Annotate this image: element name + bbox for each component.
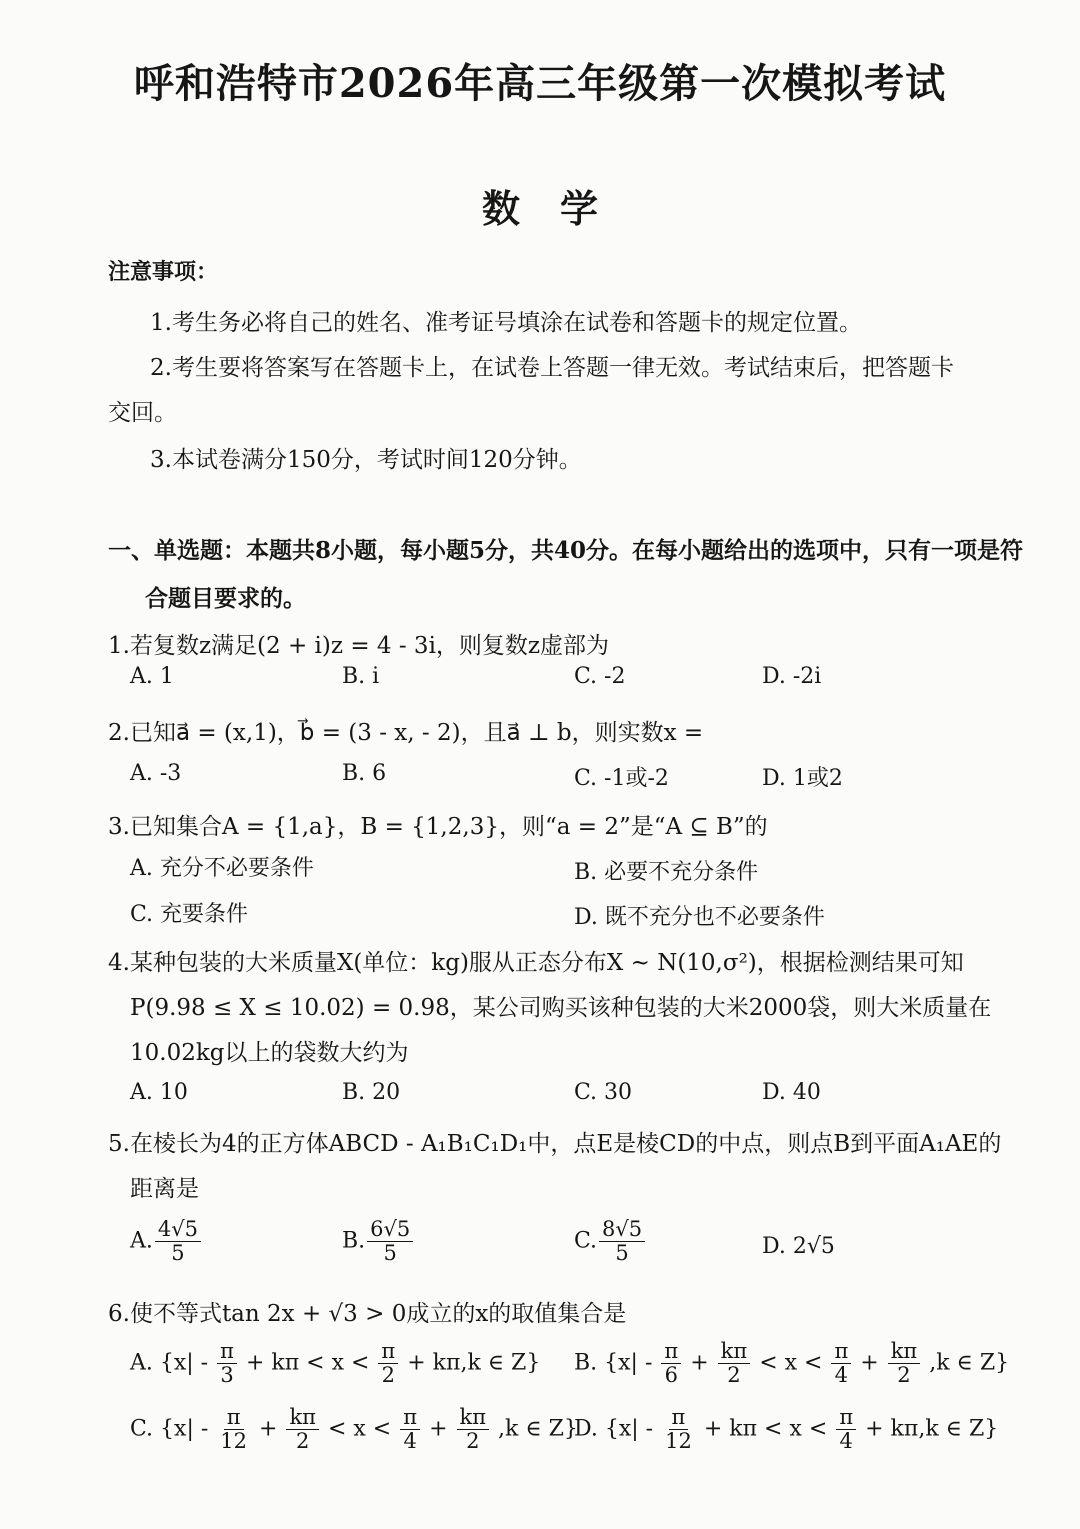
q1-option-d: D. -2i [762,664,822,689]
q4-option-b: B. 20 [342,1080,401,1105]
q6-a-frac-2 [378,1340,398,1387]
q5-option-b-fraction [367,1218,413,1265]
notice-line-1: 1.考生务必将自己的姓名、准考证号填涂在试卷和答题卡的规定位置。 [150,310,862,336]
q6-c-f3-den: 4 [403,1429,417,1454]
question-4-stem-1: 4.某种包装的大米质量X(单位：kg)服从正态分布X ~ N(10,σ²)，根据检测结果可知 [108,950,964,976]
q6-d-f1-num: π [669,1406,689,1430]
q6-c-frac-2 [286,1406,319,1453]
q6-a-f2-num: π [378,1340,398,1364]
q6-b-f3-den: 4 [834,1363,849,1388]
q6-b-frac-3 [831,1340,851,1387]
q6-a-frac-1 [217,1340,237,1387]
q6-b-plus-2: + [860,1350,879,1376]
q6-c-frac-4 [457,1406,490,1453]
notice-line-2: 2.考生要将答案写在答题卡上，在试卷上答题一律无效。考试结束后，把答题卡 [150,355,954,381]
q6-b-mid: < x < [759,1350,823,1376]
notice-line-2-cont: 交回。 [108,400,177,426]
q5-c-denominator: 5 [615,1241,629,1266]
q3-option-a: A. 充分不必要条件 [130,856,314,881]
q6-d-f2-den: 4 [839,1429,853,1454]
q6-a-post: + kπ,k ∈ Z} [407,1350,541,1376]
question-4-stem-2: P(9.98 ≤ X ≤ 10.02) = 0.98，某公司购买该种包装的大米2000袋，则大米质量在 [130,995,992,1021]
q6-c-f2-num: kπ [286,1406,319,1430]
q6-c-frac-3 [400,1406,420,1453]
q1-option-b: B. i [342,664,380,689]
q6-b-f1-den: 6 [664,1363,678,1388]
q6-c-pre: C. {x| - [130,1416,209,1442]
q6-c-f4-num: kπ [457,1406,490,1430]
section-heading: 一、单选题：本题共8小题，每小题5分，共40分。在每小题给出的选项中，只有一项是符 [108,537,1024,564]
q6-d-pre: D. {x| - [574,1416,654,1442]
q6-option-d [574,1406,998,1453]
q5-b-denominator: 5 [383,1241,397,1266]
q3-option-d: D. 既不充分也不必要条件 [574,905,825,930]
q6-c-f1-den: 12 [220,1429,248,1454]
question-2-stem: 2.已知a⃗ = (x,1)，b⃗ = (3 - x, - 2)，且a⃗ ⊥ b，则实数x = [108,720,704,746]
q5-option-b-label: B. [342,1228,366,1254]
q6-d-post: + kπ,k ∈ Z} [865,1416,999,1442]
q6-a-mid: + kπ < x < [245,1350,370,1376]
q5-b-numerator: 6√5 [367,1218,413,1242]
q6-b-f1-num: π [661,1340,681,1364]
question-3-stem: 3.已知集合A = {1,a}，B = {1,2,3}，则“a = 2”是“A ⊆ B”的 [108,814,768,840]
q6-c-f1-num: π [224,1406,244,1430]
q2-option-b: B. 6 [342,761,387,786]
question-5-stem-1: 5.在棱长为4的正方体ABCD - A₁B₁C₁D₁中，点E是棱CD的中点，则点B到平面A₁AE的 [108,1131,1002,1157]
q6-b-frac-2 [718,1340,751,1387]
q6-c-f4-den: 2 [466,1429,480,1454]
q2-option-d: D. 1或2 [762,766,843,791]
q5-option-d: D. 2√5 [762,1234,835,1259]
q4-option-d: D. 40 [762,1080,821,1105]
q1-option-a: A. 1 [130,664,174,689]
exam-title: 呼和浩特市2026年高三年级第一次模拟考试 [133,60,947,107]
q6-option-a [130,1340,540,1387]
q6-b-post: ,k ∈ Z} [929,1350,1010,1376]
q5-option-c [574,1218,647,1265]
q6-c-plus-1: + [259,1416,278,1442]
q5-a-denominator: 5 [171,1241,185,1266]
q2-option-a: A. -3 [130,761,182,786]
q5-c-numerator: 8√5 [599,1218,645,1242]
q6-option-b [574,1340,1009,1387]
question-1-stem: 1.若复数z满足(2 + i)z = 4 - 3i，则复数z虚部为 [108,633,610,659]
q6-c-f3-num: π [400,1406,420,1430]
q5-option-b [342,1218,415,1265]
q6-d-f1-den: 12 [665,1429,692,1454]
q6-b-frac-1 [661,1340,681,1387]
q6-d-mid: + kπ < x < [703,1416,828,1442]
q6-b-f4-den: 2 [897,1363,911,1388]
q2-option-c: C. -1或-2 [574,766,669,791]
q6-option-c [130,1406,578,1453]
q6-b-pre: B. {x| - [574,1350,653,1376]
q6-c-plus-2: + [429,1416,448,1442]
q6-a-f1-num: π [217,1340,237,1364]
q6-d-frac-1 [662,1406,695,1453]
q6-c-f2-den: 2 [296,1429,310,1454]
q6-d-f2-num: π [836,1406,856,1430]
q6-b-frac-4 [888,1340,921,1387]
question-4-stem-3: 10.02kg以上的袋数大约为 [130,1040,409,1066]
q6-c-frac-1 [217,1406,250,1453]
q1-option-c: C. -2 [574,664,626,689]
question-6-stem: 6.使不等式tan 2x + √3 > 0成立的x的取值集合是 [108,1301,627,1327]
q5-a-numerator: 4√5 [155,1218,201,1242]
q3-option-c: C. 充要条件 [130,902,249,927]
q6-a-f1-den: 3 [220,1363,234,1388]
q6-b-plus-1: + [690,1350,709,1376]
q6-b-f2-num: kπ [718,1340,751,1364]
notice-heading: 注意事项： [108,259,219,285]
q5-option-c-label: C. [574,1228,598,1254]
q5-option-a-label: A. [130,1228,153,1254]
q6-c-post: ,k ∈ Z} [498,1416,578,1442]
q5-option-c-fraction [599,1218,645,1265]
section-heading-cont: 合题目要求的。 [145,585,306,612]
q6-b-f2-den: 2 [727,1363,741,1388]
subject-title: 数学 [481,186,638,231]
q5-option-a [130,1218,203,1265]
q6-b-f4-num: kπ [888,1340,921,1364]
q6-a-pre: A. {x| - [130,1350,209,1376]
q4-option-c: C. 30 [574,1080,633,1105]
question-5-stem-2: 距离是 [130,1176,199,1202]
q6-a-f2-den: 2 [381,1363,396,1388]
q4-option-a: A. 10 [130,1080,188,1105]
notice-line-3: 3.本试卷满分150分，考试时间120分钟。 [150,447,582,473]
q6-b-f3-num: π [831,1340,851,1364]
q6-d-frac-2 [836,1406,856,1453]
q6-c-mid: < x < [327,1416,392,1442]
q5-option-a-fraction [155,1218,201,1265]
q3-option-b: B. 必要不充分条件 [574,860,759,885]
